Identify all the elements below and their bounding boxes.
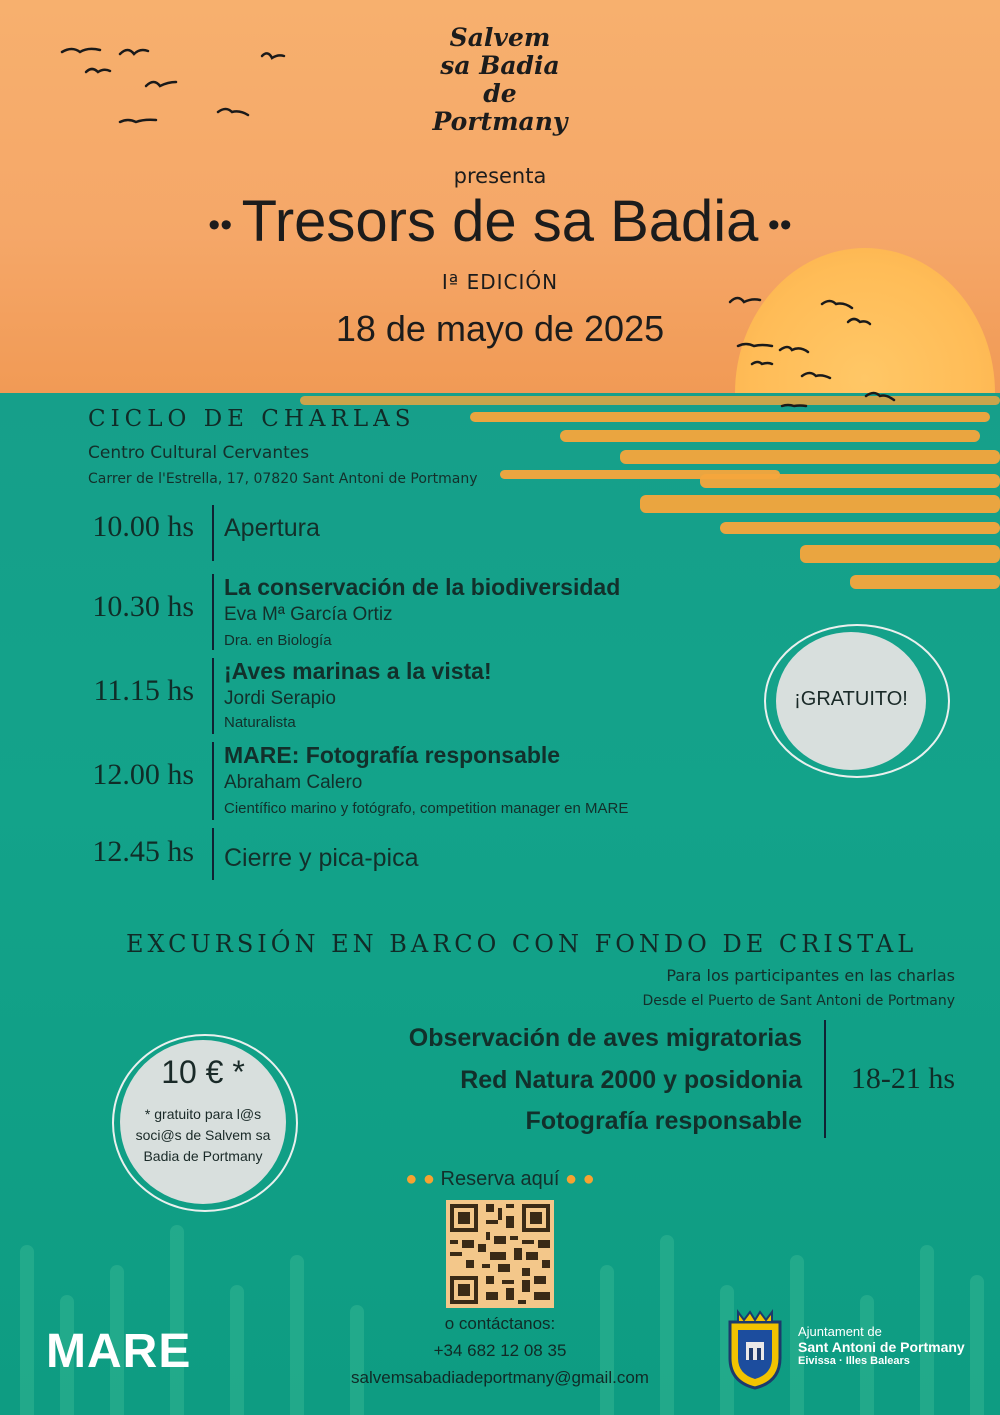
- venue-name: Centro Cultural Cervantes: [88, 443, 310, 463]
- talk-role: Naturalista: [224, 714, 296, 731]
- talk-speaker: Eva Mª García Ortiz: [224, 604, 393, 625]
- venue-address: Carrer de l'Estrella, 17, 07820 Sant Antoni de Portmany: [88, 471, 478, 487]
- talk-role: Científico marino y fotógrafo, competition manager en MARE: [224, 800, 629, 817]
- excursion-activity: Red Natura 2000 y posidonia: [460, 1066, 802, 1094]
- event-date: 18 de mayo de 2025: [335, 308, 665, 349]
- contact-phone[interactable]: +34 682 12 08 35: [433, 1341, 567, 1360]
- talk-title: MARE: Fotografía responsable: [224, 742, 561, 768]
- talk-title: La conservación de la biodiversidad: [224, 574, 621, 600]
- talk-title: Cierre y pica-pica: [224, 844, 419, 872]
- excursion-sub-1: Para los participantes en las charlas: [666, 966, 955, 985]
- qr-code-icon[interactable]: [446, 1200, 554, 1308]
- edition-label: Iª EDICIÓN: [441, 270, 559, 294]
- talk-speaker: Abraham Calero: [224, 772, 363, 793]
- excursion-activity: Fotografía responsable: [525, 1107, 802, 1135]
- talks-heading: CICLO DE CHARLAS: [88, 406, 416, 432]
- talk-speaker: Jordi Serapio: [224, 688, 336, 709]
- talk-time: 12.45 hs: [92, 835, 194, 868]
- excursion-sub-2: Desde el Puerto de Sant Antoni de Portmany: [642, 993, 955, 1009]
- ajuntament-logo: Ajuntament de Sant Antoni de Portmany Eivissa · Illes Balears: [798, 1324, 965, 1367]
- excursion-activity: Observación de aves migratorias: [408, 1024, 802, 1052]
- talk-time: 12.00 hs: [92, 758, 194, 791]
- excursion-time: 18-21 hs: [850, 1062, 955, 1095]
- talk-title: Apertura: [224, 514, 320, 542]
- contact-email[interactable]: salvemsabadiadeportmany@gmail.com: [351, 1368, 649, 1387]
- talk-role: Dra. en Biología: [224, 632, 332, 649]
- coat-of-arms-icon: [724, 1308, 786, 1390]
- presenta-label: presenta: [453, 164, 547, 188]
- free-badge: ¡GRATUITO!: [776, 632, 926, 770]
- price-badge: 10 € * * gratuito para l@s soci@s de Salvem sa Badia de Portmany: [120, 1040, 286, 1204]
- talk-title: ¡Aves marinas a la vista!: [224, 658, 492, 684]
- contact-label: o contáctanos:: [444, 1314, 556, 1333]
- talk-time: 10.00 hs: [92, 510, 194, 543]
- talk-time: 11.15 hs: [93, 674, 194, 707]
- excursion-heading: EXCURSIÓN EN BARCO CON FONDO DE CRISTAL: [126, 930, 918, 958]
- mare-logo: MARE: [46, 1325, 192, 1378]
- booking-label: ● ● Reserva aquí ● ●: [405, 1168, 595, 1190]
- salvem-logo: Salvem sa Badia de Portmany: [432, 23, 568, 136]
- talk-time: 10.30 hs: [92, 590, 194, 623]
- event-title: •• Tresors de sa Badia ••: [208, 189, 792, 254]
